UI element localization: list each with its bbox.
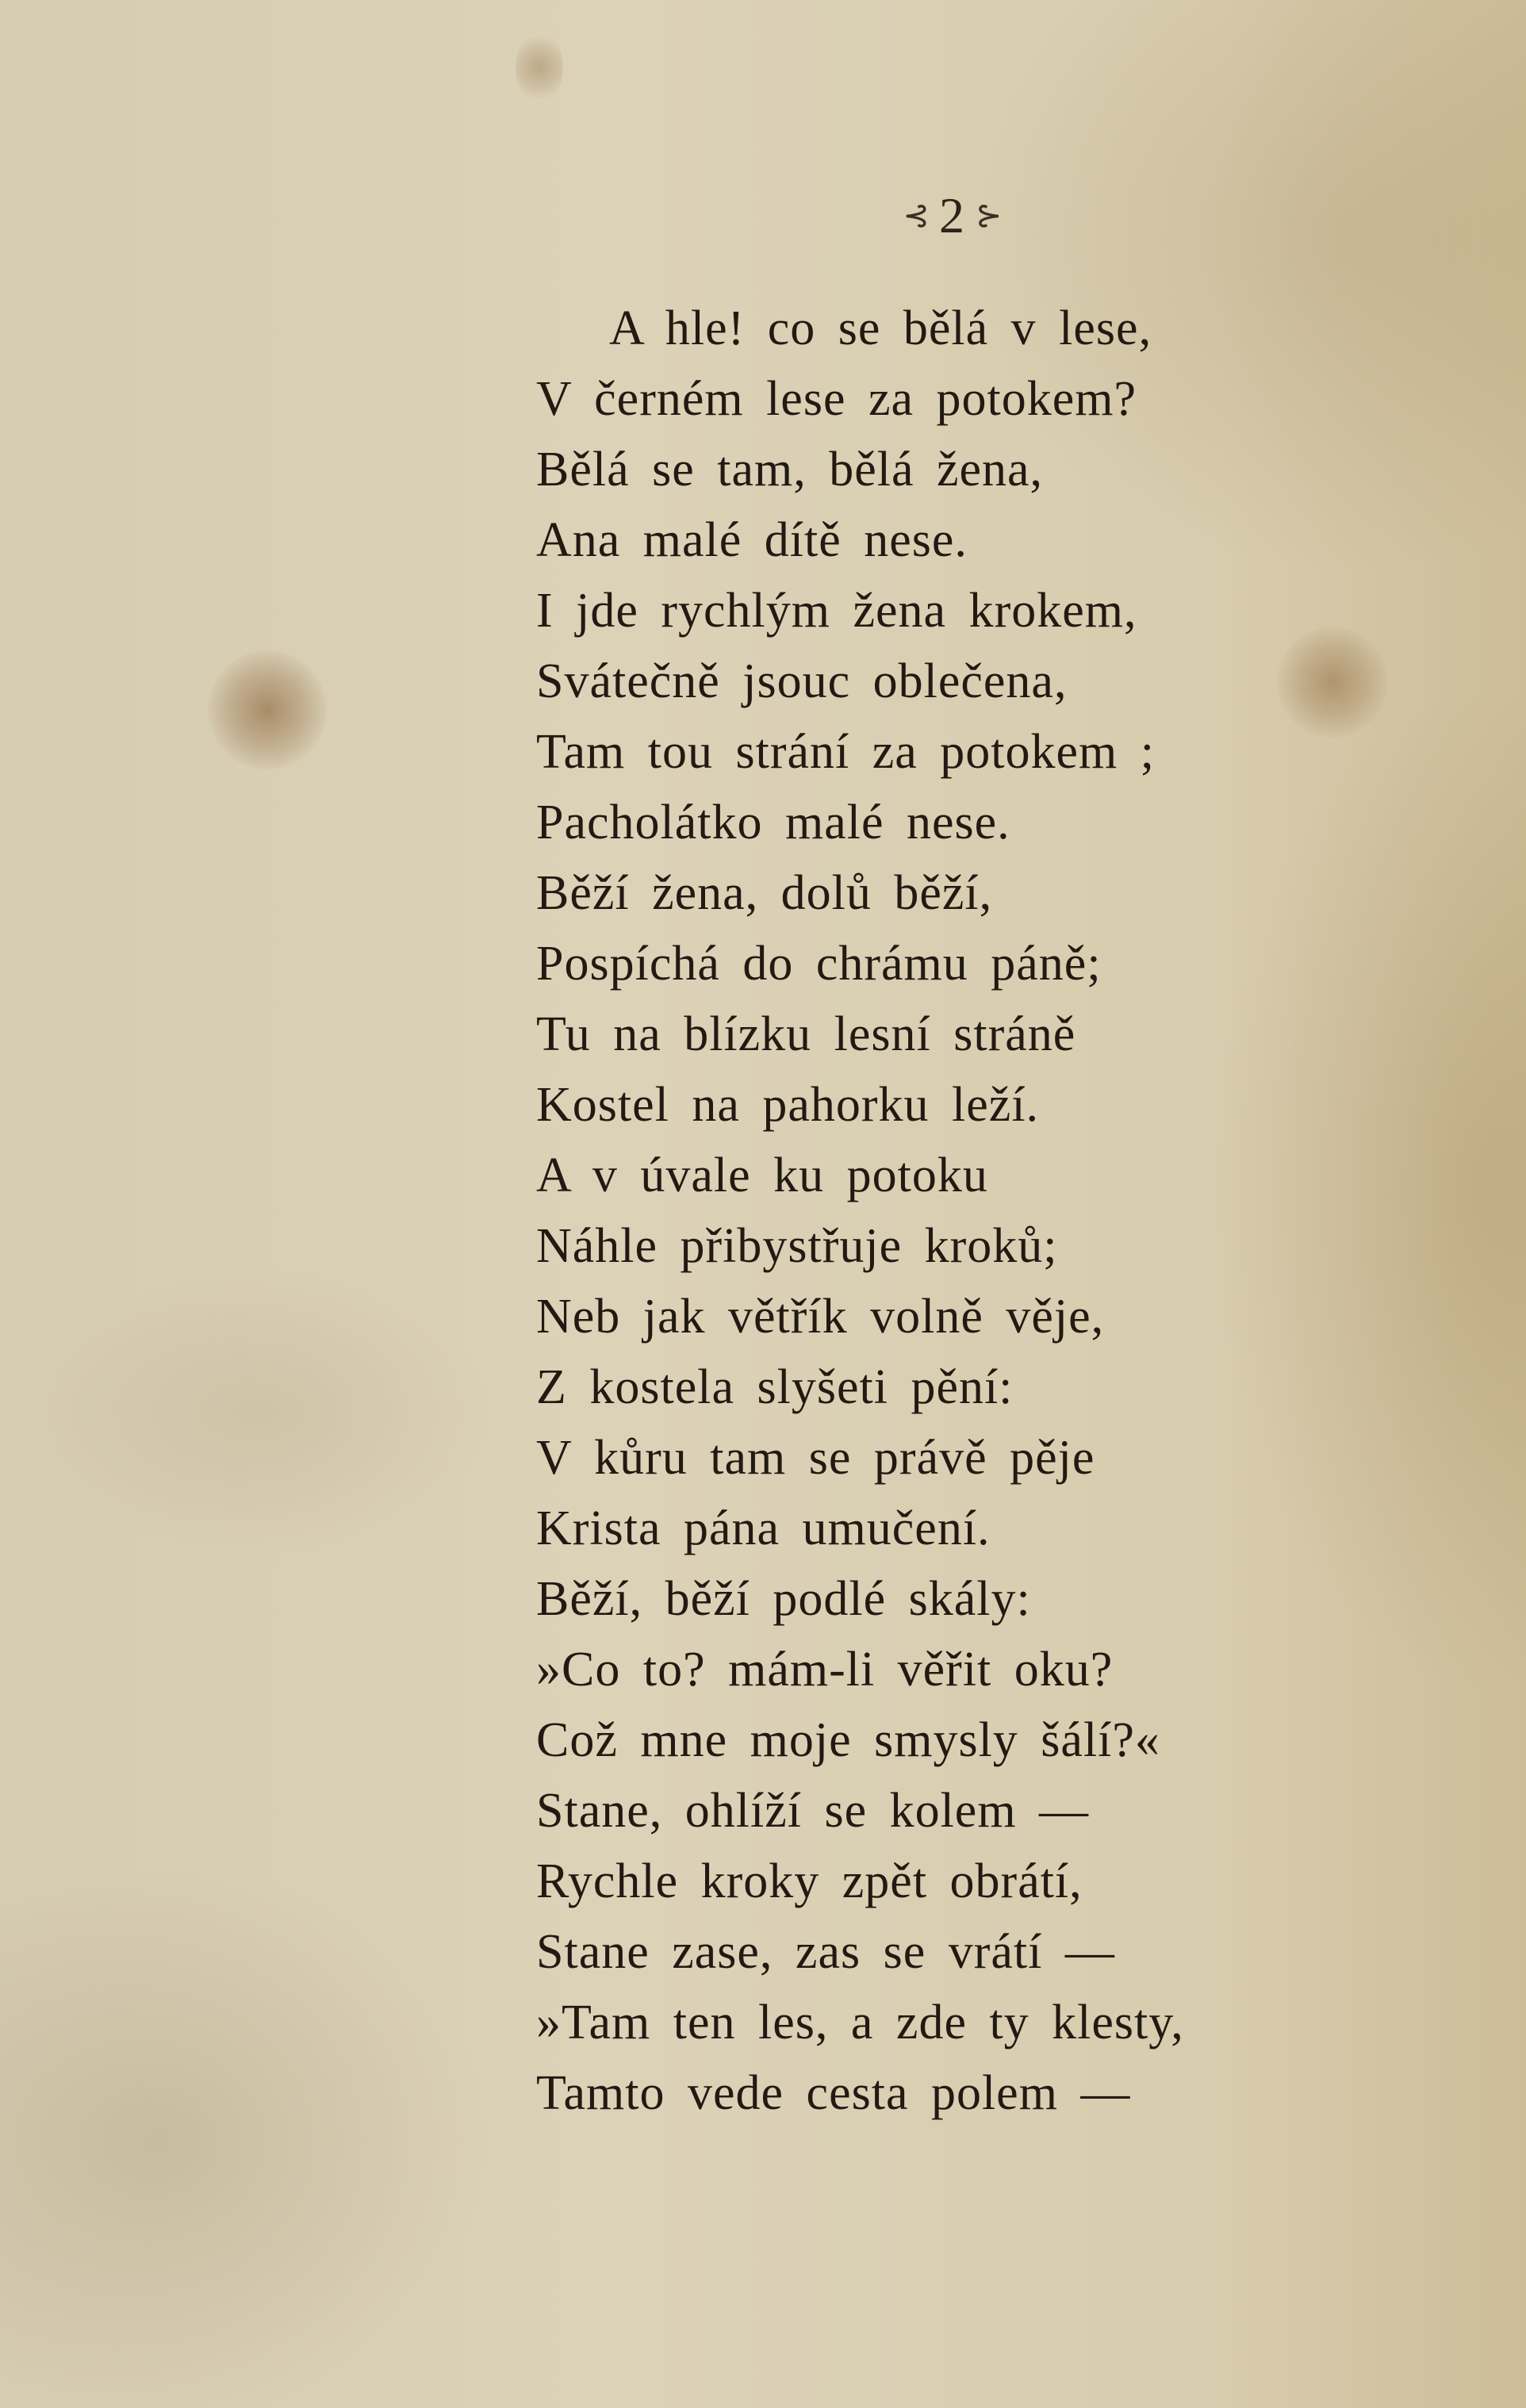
verse-line: A hle! co se bělá v lese, xyxy=(609,301,1152,355)
ornament-left-icon: ⊰ xyxy=(903,197,928,234)
verse-line: I jde rychlým žena krokem, xyxy=(536,584,1137,638)
page-header xyxy=(801,184,1102,247)
verse-line: Bělá se tam, bělá žena, xyxy=(536,443,1044,497)
verse-line: Běží žena, dolů běží, xyxy=(536,866,993,920)
verse-line: Tamto vede cesta polem — xyxy=(536,2066,1131,2120)
verse-line: Krista pána umučení. xyxy=(536,1501,991,1555)
verse-line: Což mne moje smysly šálí?« xyxy=(536,1713,1160,1767)
page-number: 2 xyxy=(939,187,964,243)
verse-line: Stane, ohlíží se kolem — xyxy=(536,1784,1090,1838)
verse-line: Ana malé dítě nese. xyxy=(536,513,968,567)
verse-line: Náhle přibystřuje kroků; xyxy=(536,1219,1058,1273)
verse-line: A v úvale ku potoku xyxy=(536,1148,988,1202)
stain-top xyxy=(516,32,563,103)
verse-line: »Tam ten les, a zde ty klesty, xyxy=(536,1996,1184,2049)
verse-line: Rychle kroky zpět obrátí, xyxy=(536,1854,1083,1908)
poem-text xyxy=(536,293,1409,2129)
verse-line: »Co to? mám-li věřit oku? xyxy=(536,1643,1114,1697)
verse-line: V černém lese za potokem? xyxy=(536,372,1137,426)
verse-line: Stane zase, zas se vrátí — xyxy=(536,1925,1115,1979)
verse-line: Z kostela slyšeti pění: xyxy=(536,1360,1014,1414)
verse-line: Běží, běží podlé skály: xyxy=(536,1572,1031,1626)
verse-line: Tu na blízku lesní stráně xyxy=(536,1007,1076,1061)
verse-line: Svátečně jsouc oblečena, xyxy=(536,654,1068,708)
verse-line: V kůru tam se právě pěje xyxy=(536,1431,1095,1485)
verse-line: Pacholátko malé nese. xyxy=(536,796,1010,849)
verse-line: Pospíchá do chrámu páně; xyxy=(536,937,1102,991)
verse-line: Kostel na pahorku leží. xyxy=(536,1078,1040,1132)
stain-left xyxy=(208,650,327,769)
ornament-right-icon: ⊱ xyxy=(976,197,1001,234)
verse-line: Tam tou strání za potokem ; xyxy=(536,725,1155,779)
verse-line: Neb jak větřík volně věje, xyxy=(536,1290,1105,1344)
